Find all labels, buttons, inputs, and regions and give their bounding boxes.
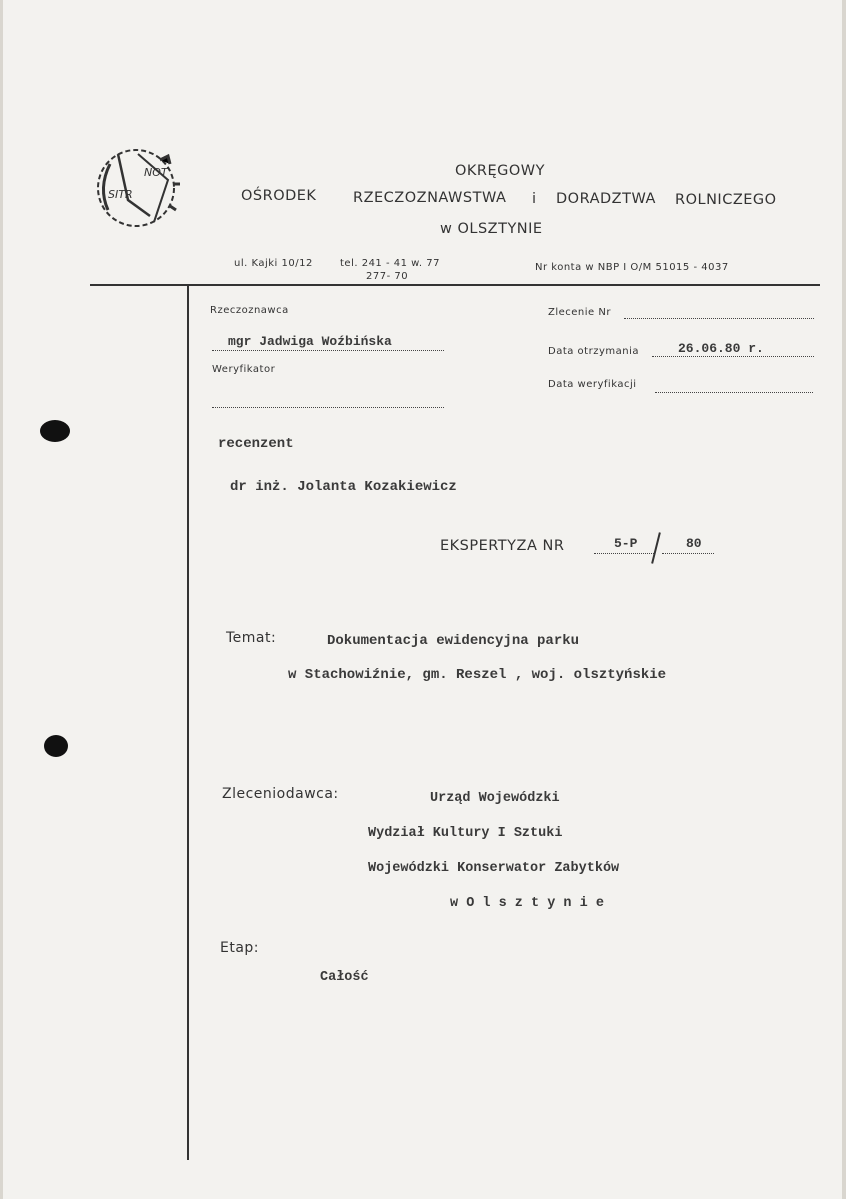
received-label: Data otrzymania — [548, 346, 639, 357]
reviewer-label: recenzent — [218, 436, 294, 452]
contact-address: ul. Kajki 10/12 — [234, 258, 313, 269]
header-word-osrodek: OŚRODEK — [241, 188, 317, 204]
header-word-rolniczego: ROLNICZEGO — [675, 192, 777, 208]
stage-label: Etap: — [220, 940, 260, 956]
expert-label: Rzeczoznawca — [210, 305, 289, 316]
verifier-dotted-line — [212, 407, 444, 408]
punch-hole-top — [40, 420, 70, 442]
order-label: Zlecenie Nr — [548, 307, 611, 318]
logo-text-left: SITR — [108, 188, 133, 201]
expertise-year: 80 — [686, 536, 702, 551]
header-word-rzeczoznawstwa: RZECZOZNAWSTWA — [353, 190, 507, 206]
contact-phone2: 277- 70 — [366, 271, 409, 282]
received-value: 26.06.80 r. — [678, 341, 764, 356]
paper-edge-left — [0, 0, 3, 1199]
client-label: Zleceniodawca: — [222, 786, 339, 802]
topic-line2: w Stachowiźnie, gm. Reszel , woj. olsztyńskie — [288, 667, 667, 683]
expertise-number-dots — [594, 553, 654, 554]
verification-dotted-line — [655, 392, 813, 393]
expertise-label: EKSPERTYZA NR — [440, 538, 565, 554]
client-line3: Wojewódzki Konserwator Zabytków — [368, 861, 620, 876]
expertise-number: 5-P — [614, 536, 638, 551]
margin-rule — [187, 284, 189, 1160]
logo-text-right: NOT — [144, 166, 168, 179]
client-line4: w O l s z t y n i e — [450, 896, 604, 911]
stage-value: Całość — [320, 970, 369, 985]
expert-dotted-line — [212, 350, 444, 351]
topic-label: Temat: — [226, 630, 277, 646]
header-word-doradztwa: DORADZTWA — [556, 191, 656, 207]
verification-label: Data weryfikacji — [548, 379, 637, 390]
header-line1: OKRĘGOWY — [455, 163, 546, 179]
paper-edge-right — [842, 0, 846, 1199]
topic-line1: Dokumentacja ewidencyjna parku — [327, 633, 580, 649]
client-line2: Wydział Kultury I Sztuki — [368, 826, 563, 841]
order-dotted-line — [624, 318, 814, 319]
verifier-label: Weryfikator — [212, 364, 276, 375]
client-line1: Urząd Wojewódzki — [430, 791, 560, 806]
punch-hole-bottom — [44, 735, 68, 757]
received-dotted-line — [652, 356, 814, 357]
header-rule — [90, 284, 820, 286]
expertise-slash — [651, 532, 661, 564]
header-word-i: i — [532, 191, 537, 207]
expertise-year-dots — [662, 553, 714, 554]
sitr-not-logo — [88, 140, 184, 236]
header-line3: w OLSZTYNIE — [440, 221, 543, 237]
expert-value: mgr Jadwiga Woźbińska — [228, 334, 392, 349]
contact-account: Nr konta w NBP I O/M 51015 - 4037 — [535, 262, 729, 273]
reviewer-name: dr inż. Jolanta Kozakiewicz — [230, 479, 457, 495]
contact-phone: tel. 241 - 41 w. 77 — [340, 258, 441, 269]
